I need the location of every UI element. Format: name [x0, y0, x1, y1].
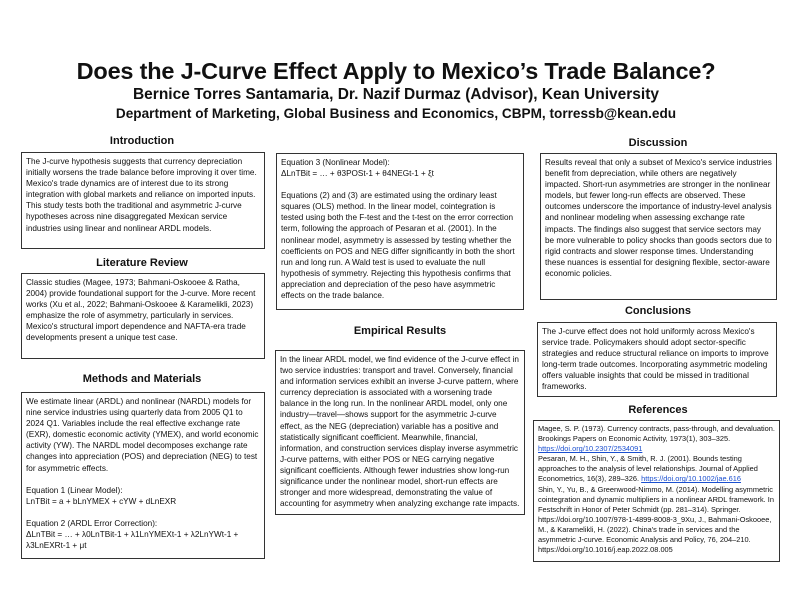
equation-1: LnTBit = a + bLnYMEX + cYW + dLnEXR	[26, 496, 177, 506]
results-text: In the linear ARDL model, we find evidence of the J-curve effect in two service industries: transport and travel. Conversely, financial and information services exhibit an inverse J-curve pattern, where currency depreciation is associated with a worsening trade balance in the long run. In the nonlinear ARDL model, only one industry—travel—shows support for the asymmetric J-curve effect, as the NEG (depreciation) variable has a positive and statistically significant coefficient. Meanwhile, financial, information, and construction services display inverse asymmetric J-curve patterns, with either POS or NEG carrying negative significant coefficients. Although fewer industries show long-run significance under the nonlinear model, short-run effects are stronger and more widespread, demonstrating the value of accounting for asymmetry when analyzing exchange rate impacts.	[280, 355, 520, 509]
introduction-box	[21, 152, 265, 249]
reference-1	[538, 424, 775, 454]
equation-3-label: Equation 3 (Nonlinear Model):	[281, 158, 390, 167]
reference-2-text: Pesaran, M. H., Shin, Y., & Smith, R. J. (2001). Bounds testing approaches to the analysis of level relationships. Journal of Applied Econometrics, 16(3), 289–326.	[538, 454, 758, 484]
equation-2-line-1: ΔLnTBit = … + λ0LnTBit-1 + λ1LnYMEXt-1 + λ2LnYWt-1 +	[26, 529, 239, 539]
equation-1-label: Equation 1 (Linear Model):	[26, 485, 123, 495]
references-box	[533, 420, 780, 562]
conclusions-text: The J-curve effect does not hold uniformly across Mexico's service trade. Policymakers should adopt sector-specific strategies and reduce structural reliance on imports to improve long-term trade outcomes. Incorporating asymmetric modeling offers valuable insights that could be missed in traditional frameworks.	[542, 327, 769, 392]
literature-heading: Literature Review	[96, 257, 188, 269]
methods-text: We estimate linear (ARDL) and nonlinear (NARDL) models for nine service industries using quarterly data from 2005 Q1 to 2024 Q1. Variables include the real effective exchange rate (EXR), domestic economic activity (YMEX), and world economic activity (YW). The NARDL model decomposes exchange rate changes into appreciation (POS) and depreciation (NEG) to test for asymmetric effects.	[26, 397, 259, 473]
conclusions-heading: Conclusions	[624, 305, 691, 317]
poster-department: Department of Marketing, Global Business and Economics, CBPM, torressb@kean.edu	[115, 106, 677, 121]
references-heading: References	[628, 404, 688, 416]
results-box	[275, 350, 525, 515]
methods-heading: Methods and Materials	[82, 373, 202, 385]
introduction-heading: Introduction	[109, 135, 175, 147]
equation-2-label: Equation 2 (ARDL Error Correction):	[26, 518, 158, 528]
discussion-text: Results reveal that only a subset of Mexico's service industries benefit from depreciation, while others are negatively impacted. Short-run asymmetries are stronger in the nonlinear models, but fewer long-run effects are observed. These outcomes underscore the importance of industry-level analysis and nonlinear modeling when assessing exchange rate impacts. The findings also suggest that service sectors may be more vulnerable to policy shocks than goods sectors due to rigid contracts and slower response times. Understanding these nuances is essential for designing flexible, sector-aware economic policies.	[545, 158, 772, 278]
poster-title: Does the J-Curve Effect Apply to Mexico’s Trade Balance?	[76, 58, 716, 84]
literature-box	[21, 273, 265, 359]
conclusions-box	[537, 322, 777, 397]
reference-1-text: Magee, S. P. (1973). Currency contracts, pass-through, and devaluation. Brookings Papers on Economic Activity, 1973(1), 303–325.	[538, 424, 775, 444]
literature-text: Classic studies (Magee, 1973; Bahmani-Oskooee & Ratha, 2004) provide foundational support for the J-curve. More recent works (Xu et al., 2022; Bahmani-Oskooee & Karamelikli, 2023) emphasize the role of asymmetry, particularly in services. Mexico's structural import dependence and NAFTA-era trade developments present a unique test case.	[26, 278, 256, 343]
reference-2	[538, 454, 775, 484]
reference-3: Shin, Y., Yu, B., & Greenwood-Nimmo, M. (2014). Modelling asymmetric cointegration and dynamic multipliers in a nonlinear ARDL framework. In Festschrift in Honor of Peter Schmidt (pp. 281–314). Springer. https://doi.org/10.1007/978-1-4899-8008-3_9Xu, J., Bahmani-Oskooee, M., & Karamelikli, H. (2022). China's trade in services and the asymmetric J-curve. Economic Analysis and Policy, 76, 204–210. https://doi.org/10.1016/j.eap.2022.08.005	[538, 484, 774, 555]
equation-2-line-2: λ3LnEXRt-1 + μt	[26, 541, 87, 551]
discussion-box	[540, 153, 777, 300]
introduction-text: The J-curve hypothesis suggests that currency depreciation initially worsens the trade balance before improving it over time. Mexico's trade dynamics are of interest due to its strong integration with global markets and reliance on imported inputs. This study tests both the traditional and asymmetric J-curve hypotheses across nine disaggregated Mexican service industries using linear and nonlinear ARDL models.	[26, 157, 257, 233]
poster-authors: Bernice Torres Santamaria, Dr. Nazif Durmaz (Advisor), Kean University	[132, 86, 660, 103]
methods-continued-box	[276, 153, 524, 310]
discussion-heading: Discussion	[628, 137, 688, 149]
estimation-text: Equations (2) and (3) are estimated using the ordinary least squares (OLS) method. In the linear model, cointegration is tested using both the F-test and the t-test on the error correction term, following the approach of Pesaran et al. (2001). In the nonlinear model, asymmetry is assessed by testing whether the coefficients on POS and NEG differ significantly in both the short run and long run. A Wald test is used to evaluate the null hypothesis of symmetry. Rejecting this hypothesis confirms that appreciation and depreciation of the peso have asymmetric effects on the trade balance.	[281, 191, 515, 301]
results-heading: Empirical Results	[353, 325, 447, 337]
reference-2-link[interactable]: https://doi.org/10.1002/jae.616	[641, 474, 741, 484]
equation-3: ΔLnTBit = … + θ3POSt-1 + θ4NEGt-1 + ξt	[281, 169, 434, 179]
methods-box	[21, 392, 265, 559]
reference-1-link[interactable]: https://doi.org/10.2307/2534091	[538, 444, 643, 454]
